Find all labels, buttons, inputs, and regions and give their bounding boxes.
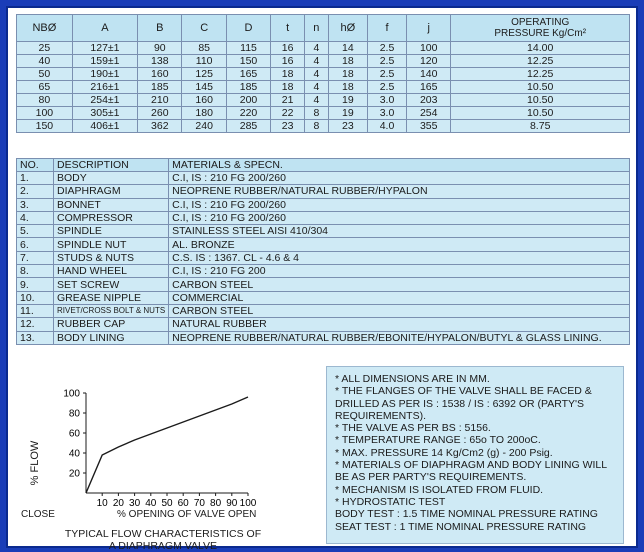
dimension-header-row (17, 15, 630, 42)
item-material: C.I, IS : 210 FG 200/260 (169, 198, 630, 211)
note-line: * HYDROSTATIC TEST (335, 495, 446, 508)
item-description: RIVET/CROSS BOLT & NUTS (54, 304, 169, 317)
table-cell: 3.0 (367, 94, 406, 107)
note-line: * MAX. PRESSURE 14 Kg/Cm2 (g) - 200 Psig. (335, 446, 553, 459)
table-row (17, 94, 630, 107)
item-number: 6. (17, 238, 54, 251)
item-material: C.S. IS : 1367. CL - 4.6 & 4 (169, 251, 630, 264)
table-cell: 210 (138, 94, 182, 107)
table-cell: 145 (182, 81, 226, 94)
table-cell: 90 (138, 42, 182, 55)
table-cell: 50 (17, 68, 73, 81)
table-row (17, 331, 630, 344)
note-line: * TEMPERATURE RANGE : 65o TO 200oC. (335, 434, 541, 447)
table-cell: 10.50 (451, 81, 630, 94)
table-cell: 160 (182, 94, 226, 107)
item-description: COMPRESSOR (54, 211, 169, 224)
note-line: * THE FLANGES OF THE VALVE SHALL BE FACED & (335, 385, 592, 398)
operating-header-line2: PRESSURE Kg/Cm² (494, 28, 587, 39)
table-row (17, 291, 630, 304)
col-materials: MATERIALS & SPECN. (169, 159, 630, 172)
item-description: SPINDLE NUT (54, 238, 169, 251)
table-cell: 4 (305, 94, 329, 107)
table-row (17, 172, 630, 185)
item-description: GREASE NIPPLE (54, 291, 169, 304)
item-number: 8. (17, 265, 54, 278)
table-cell: 254 (407, 107, 451, 120)
table-cell: 185 (138, 81, 182, 94)
table-cell: 2.5 (367, 55, 406, 68)
table-cell: 110 (182, 55, 226, 68)
note-line: SEAT TEST : 1 TIME NOMINAL PRESSURE RATING (335, 520, 587, 533)
table-cell: 18 (328, 55, 367, 68)
table-cell: 4.0 (367, 120, 406, 133)
item-material: C.I, IS : 210 FG 200/260 (169, 172, 630, 185)
y-tick-label: 60 (68, 428, 80, 440)
item-number: 4. (17, 211, 54, 224)
flow-series-line (86, 397, 248, 493)
item-description: STUDS & NUTS (54, 251, 169, 264)
table-cell: 12.25 (451, 55, 630, 68)
item-number: 1. (17, 172, 54, 185)
table-cell: 23 (271, 120, 305, 133)
table-cell: 40 (17, 55, 73, 68)
table-cell: 4 (305, 55, 329, 68)
x-tick-label: 40 (145, 498, 157, 509)
item-number: 5. (17, 225, 54, 238)
item-material: C.I, IS : 210 FG 200/260 (169, 211, 630, 224)
table-row (17, 225, 630, 238)
table-row (17, 185, 630, 198)
item-material: NEOPRENE RUBBER/NATURAL RUBBER/EBONITE/HYPALON/BUTYL & GLASS LINING. (169, 331, 630, 344)
table-cell: 85 (182, 42, 226, 55)
table-cell: 138 (138, 55, 182, 68)
operating-header-line1: OPERATING (511, 17, 570, 28)
table-cell: 10.50 (451, 107, 630, 120)
note-line: * MECHANISM IS ISOLATED FROM FLUID. (335, 483, 544, 496)
table-cell: 115 (226, 42, 270, 55)
table-cell: 260 (138, 107, 182, 120)
table-cell: 21 (271, 94, 305, 107)
col-nb: NBØ (17, 15, 73, 42)
dimension-body (17, 42, 630, 133)
item-number: 11. (17, 304, 54, 317)
col-description: DESCRIPTION (54, 159, 169, 172)
table-cell: 200 (226, 94, 270, 107)
table-row (17, 304, 630, 317)
table-cell: 100 (17, 107, 73, 120)
x-right-label: OPEN (228, 509, 257, 520)
item-material: NEOPRENE RUBBER/NATURAL RUBBER/HYPALON (169, 185, 630, 198)
table-cell: 4 (305, 42, 329, 55)
table-cell: 203 (407, 94, 451, 107)
item-material: CARBON STEEL (169, 304, 630, 317)
table-row (17, 278, 630, 291)
table-row (17, 238, 630, 251)
x-tick-label: 80 (210, 498, 222, 509)
dimension-table (16, 14, 630, 133)
table-cell: 8 (305, 120, 329, 133)
table-cell: 165 (226, 68, 270, 81)
table-cell: 355 (407, 120, 451, 133)
x-axis-label: % OPENING OF VALVE (117, 509, 225, 520)
table-cell: 14 (328, 42, 367, 55)
table-cell: 240 (182, 120, 226, 133)
item-number: 12. (17, 318, 54, 331)
table-row (17, 251, 630, 264)
materials-table (16, 158, 630, 345)
item-description: BONNET (54, 198, 169, 211)
col-j: j (407, 15, 451, 42)
item-description: HAND WHEEL (54, 265, 169, 278)
table-cell: 190±1 (72, 68, 137, 81)
table-cell: 8.75 (451, 120, 630, 133)
table-row (17, 265, 630, 278)
item-number: 3. (17, 198, 54, 211)
col-d: D (226, 15, 270, 42)
table-cell: 25 (17, 42, 73, 55)
table-cell: 4 (305, 81, 329, 94)
item-material: AL. BRONZE (169, 238, 630, 251)
col-c: C (182, 15, 226, 42)
item-number: 10. (17, 291, 54, 304)
item-description: RUBBER CAP (54, 318, 169, 331)
chart-ticks (63, 389, 256, 510)
table-cell: 18 (271, 81, 305, 94)
item-material: C.I, IS : 210 FG 200 (169, 265, 630, 278)
table-cell: 16 (271, 42, 305, 55)
col-n: n (305, 15, 329, 42)
table-cell: 159±1 (72, 55, 137, 68)
table-row (17, 42, 630, 55)
table-cell: 127±1 (72, 42, 137, 55)
spec-sheet (6, 6, 638, 552)
table-cell: 2.5 (367, 68, 406, 81)
item-number: 2. (17, 185, 54, 198)
col-a: A (72, 15, 137, 42)
y-axis-label: % FLOW (29, 440, 41, 486)
table-cell: 305±1 (72, 107, 137, 120)
table-cell: 18 (271, 68, 305, 81)
chart-title (48, 528, 278, 552)
note-line: BE AS PER PARTY'S REQUIREMENTS. (335, 471, 527, 484)
table-cell: 19 (328, 107, 367, 120)
table-cell: 406±1 (72, 120, 137, 133)
table-cell: 22 (271, 107, 305, 120)
table-cell: 150 (17, 120, 73, 133)
x-tick-label: 20 (112, 498, 124, 509)
y-tick-label: 40 (68, 448, 80, 460)
item-description: BODY LINING (54, 331, 169, 344)
table-cell: 140 (407, 68, 451, 81)
chart-axes (86, 393, 248, 493)
table-cell: 14.00 (451, 42, 630, 55)
item-description: SET SCREW (54, 278, 169, 291)
x-tick-label: 50 (161, 498, 173, 509)
col-t: t (271, 15, 305, 42)
col-no: NO. (17, 159, 54, 172)
table-cell: 12.25 (451, 68, 630, 81)
table-row (17, 211, 630, 224)
table-cell: 362 (138, 120, 182, 133)
table-cell: 216±1 (72, 81, 137, 94)
table-cell: 254±1 (72, 94, 137, 107)
table-cell: 125 (182, 68, 226, 81)
col-f: f (367, 15, 406, 42)
x-left-label: CLOSE (21, 509, 55, 520)
materials-header-row (17, 159, 630, 172)
notes-box (326, 366, 624, 544)
table-cell: 2.5 (367, 42, 406, 55)
table-cell: 220 (226, 107, 270, 120)
item-material: COMMERCIAL (169, 291, 630, 304)
table-cell: 80 (17, 94, 73, 107)
table-cell: 185 (226, 81, 270, 94)
note-line: BODY TEST : 1.5 TIME NOMINAL PRESSURE RATING (335, 508, 598, 521)
table-row (17, 318, 630, 331)
table-row (17, 198, 630, 211)
table-cell: 180 (182, 107, 226, 120)
table-cell: 65 (17, 81, 73, 94)
table-row (17, 68, 630, 81)
table-cell: 285 (226, 120, 270, 133)
x-tick-label: 60 (177, 498, 189, 509)
x-tick-label: 90 (226, 498, 238, 509)
col-b: B (138, 15, 182, 42)
table-cell: 100 (407, 42, 451, 55)
item-material: CARBON STEEL (169, 278, 630, 291)
x-tick-label: 70 (193, 498, 205, 509)
table-row (17, 81, 630, 94)
table-cell: 150 (226, 55, 270, 68)
x-tick-label: 30 (129, 498, 141, 509)
x-tick-label: 100 (239, 498, 257, 509)
note-line: DRILLED AS PER IS : 1538 / IS : 6392 OR (PARTY'S (335, 397, 585, 410)
table-cell: 16 (271, 55, 305, 68)
note-line: * MATERIALS OF DIAPHRAGM AND BODY LINING WILL (335, 459, 608, 472)
item-description: SPINDLE (54, 225, 169, 238)
table-row (17, 107, 630, 120)
col-h: hØ (328, 15, 367, 42)
chart-title-line1: TYPICAL FLOW CHARACTERISTICS OF (64, 528, 262, 540)
table-cell: 23 (328, 120, 367, 133)
flow-chart (16, 378, 306, 528)
table-cell: 4 (305, 68, 329, 81)
table-cell: 165 (407, 81, 451, 94)
y-tick-label: 100 (63, 388, 80, 400)
note-line: * ALL DIMENSIONS ARE IN MM. (335, 373, 490, 385)
table-cell: 8 (305, 107, 329, 120)
table-cell: 19 (328, 94, 367, 107)
table-cell: 3.0 (367, 107, 406, 120)
note-line: REQUIREMENTS). (335, 409, 427, 422)
table-row (17, 55, 630, 68)
table-cell: 18 (328, 81, 367, 94)
table-cell: 160 (138, 68, 182, 81)
item-description: DIAPHRAGM (54, 185, 169, 198)
col-operating-pressure (451, 15, 630, 42)
item-description: BODY (54, 172, 169, 185)
table-cell: 2.5 (367, 81, 406, 94)
item-number: 9. (17, 278, 54, 291)
item-material: STAINLESS STEEL AISI 410/304 (169, 225, 630, 238)
table-row (17, 120, 630, 133)
y-tick-label: 20 (68, 468, 80, 480)
note-line: * THE VALVE AS PER BS : 5156. (335, 422, 491, 435)
x-tick-label: 10 (96, 498, 108, 509)
item-material: NATURAL RUBBER (169, 318, 630, 331)
item-number: 13. (17, 331, 54, 344)
item-number: 7. (17, 251, 54, 264)
chart-title-line2: A DIAPHRAGM VALVE (108, 540, 218, 552)
y-tick-label: 80 (68, 408, 80, 420)
table-cell: 18 (328, 68, 367, 81)
table-cell: 10.50 (451, 94, 630, 107)
table-cell: 120 (407, 55, 451, 68)
materials-body (17, 172, 630, 345)
